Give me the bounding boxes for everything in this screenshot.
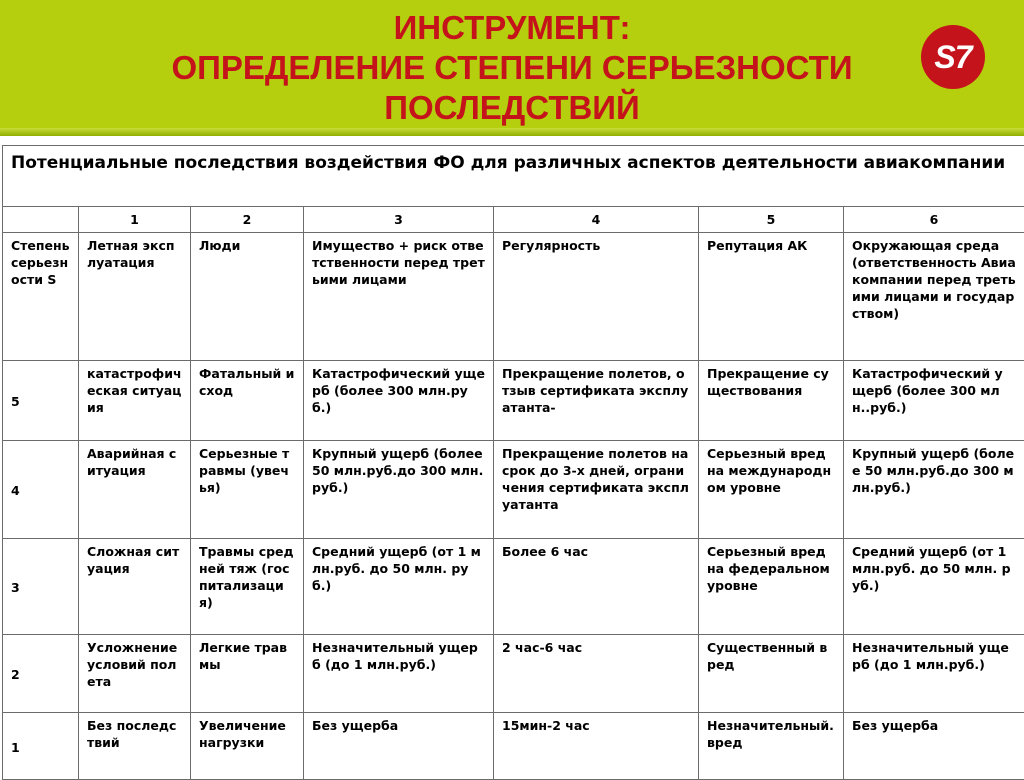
table-row (3, 539, 1024, 635)
table-caption: Потенциальные последствия воздействия ФО для различных аспектов деятельности авиакомпании (3, 146, 1024, 207)
logo-text: S7 (934, 39, 971, 76)
column-number-cell: 3 (304, 207, 494, 233)
table-cell: Катастрофический ущерб (более 300 млн..руб.) (844, 361, 1024, 441)
table-cell: Незначительный ущерб (до 1 млн.руб.) (304, 635, 494, 713)
table-cell: Без последствий (79, 713, 191, 780)
column-number-cell: 6 (844, 207, 1024, 233)
header-cell-severity: Степень серьезности S (3, 233, 79, 361)
column-number-cell: 1 (79, 207, 191, 233)
table-cell: Фатальный исход (191, 361, 304, 441)
severity-level-cell: 5 (3, 361, 79, 441)
table-cell: 15мин-2 час (494, 713, 699, 780)
title-line-3: ПОСЛЕДСТВИЙ (0, 88, 1024, 128)
severity-table (2, 145, 1024, 780)
header-divider (0, 128, 1024, 136)
table-header-row (3, 233, 1024, 361)
table-cell: Существенный вред (699, 635, 844, 713)
table-caption-row (3, 146, 1024, 207)
table-cell: Средний ущерб (от 1 млн.руб. до 50 млн. руб.) (844, 539, 1024, 635)
table-cell: Средний ущерб (от 1 млн.руб. до 50 млн. руб.) (304, 539, 494, 635)
table-row (3, 361, 1024, 441)
table-cell: Более 6 час (494, 539, 699, 635)
column-number-cell: 2 (191, 207, 304, 233)
table-cell: Незначительный. вред (699, 713, 844, 780)
table-cell: Прекращение существования (699, 361, 844, 441)
table-cell: Крупный ущерб (более 50 млн.руб.до 300 млн.руб.) (304, 441, 494, 539)
table-cell: Без ущерба (304, 713, 494, 780)
table-cell: Усложнение условий полета (79, 635, 191, 713)
severity-level-cell: 1 (3, 713, 79, 780)
table-row (3, 713, 1024, 780)
header-cell-environment: Окружающая среда (ответственность Авиакомпании перед третьими лицами и государством) (844, 233, 1024, 361)
column-number-cell: 5 (699, 207, 844, 233)
table-cell: Крупный ущерб (более 50 млн.руб.до 300 млн.руб.) (844, 441, 1024, 539)
header-cell-people: Люди (191, 233, 304, 361)
header-cell-reputation: Репутация АК (699, 233, 844, 361)
severity-level-cell: 3 (3, 539, 79, 635)
column-number-cell (3, 207, 79, 233)
table-cell: Без ущерба (844, 713, 1024, 780)
table-cell: Увеличение нагрузки (191, 713, 304, 780)
slide-title (0, 8, 1024, 128)
column-number-row (3, 207, 1024, 233)
severity-level-cell: 2 (3, 635, 79, 713)
table-cell: Прекращение полетов на срок до 3-х дней, ограничения сертификата эксплуатанта (494, 441, 699, 539)
table-row (3, 441, 1024, 539)
table-cell: Прекращение полетов, отзыв сертификата эксплуатанта- (494, 361, 699, 441)
table-cell: Аварийная ситуация (79, 441, 191, 539)
header-cell-property: Имущество + риск ответственности перед третьими лицами (304, 233, 494, 361)
table-cell: Катастрофический ущерб (более 300 млн.руб.) (304, 361, 494, 441)
title-line-2: ОПРЕДЕЛЕНИЕ СТЕПЕНИ СЕРЬЕЗНОСТИ (0, 48, 1024, 88)
table-row (3, 635, 1024, 713)
severity-level-cell: 4 (3, 441, 79, 539)
header-cell-regularity: Регулярность (494, 233, 699, 361)
column-number-cell: 4 (494, 207, 699, 233)
header-cell-flight-ops: Летная эксплуатация (79, 233, 191, 361)
table-cell: Серьезный вред на международном уровне (699, 441, 844, 539)
table-cell: Незначительный ущерб (до 1 млн.руб.) (844, 635, 1024, 713)
title-line-1: ИНСТРУМЕНТ: (0, 8, 1024, 48)
table-cell: Серьезный вред на федеральном уровне (699, 539, 844, 635)
table-cell: Сложная ситуация (79, 539, 191, 635)
table-cell: катастрофическая ситуация (79, 361, 191, 441)
table-cell: Легкие травмы (191, 635, 304, 713)
table-cell: Травмы средней тяж (госпитализация) (191, 539, 304, 635)
s7-logo (921, 25, 985, 89)
table-cell: Серьезные травмы (увечья) (191, 441, 304, 539)
table-cell: 2 час-6 час (494, 635, 699, 713)
